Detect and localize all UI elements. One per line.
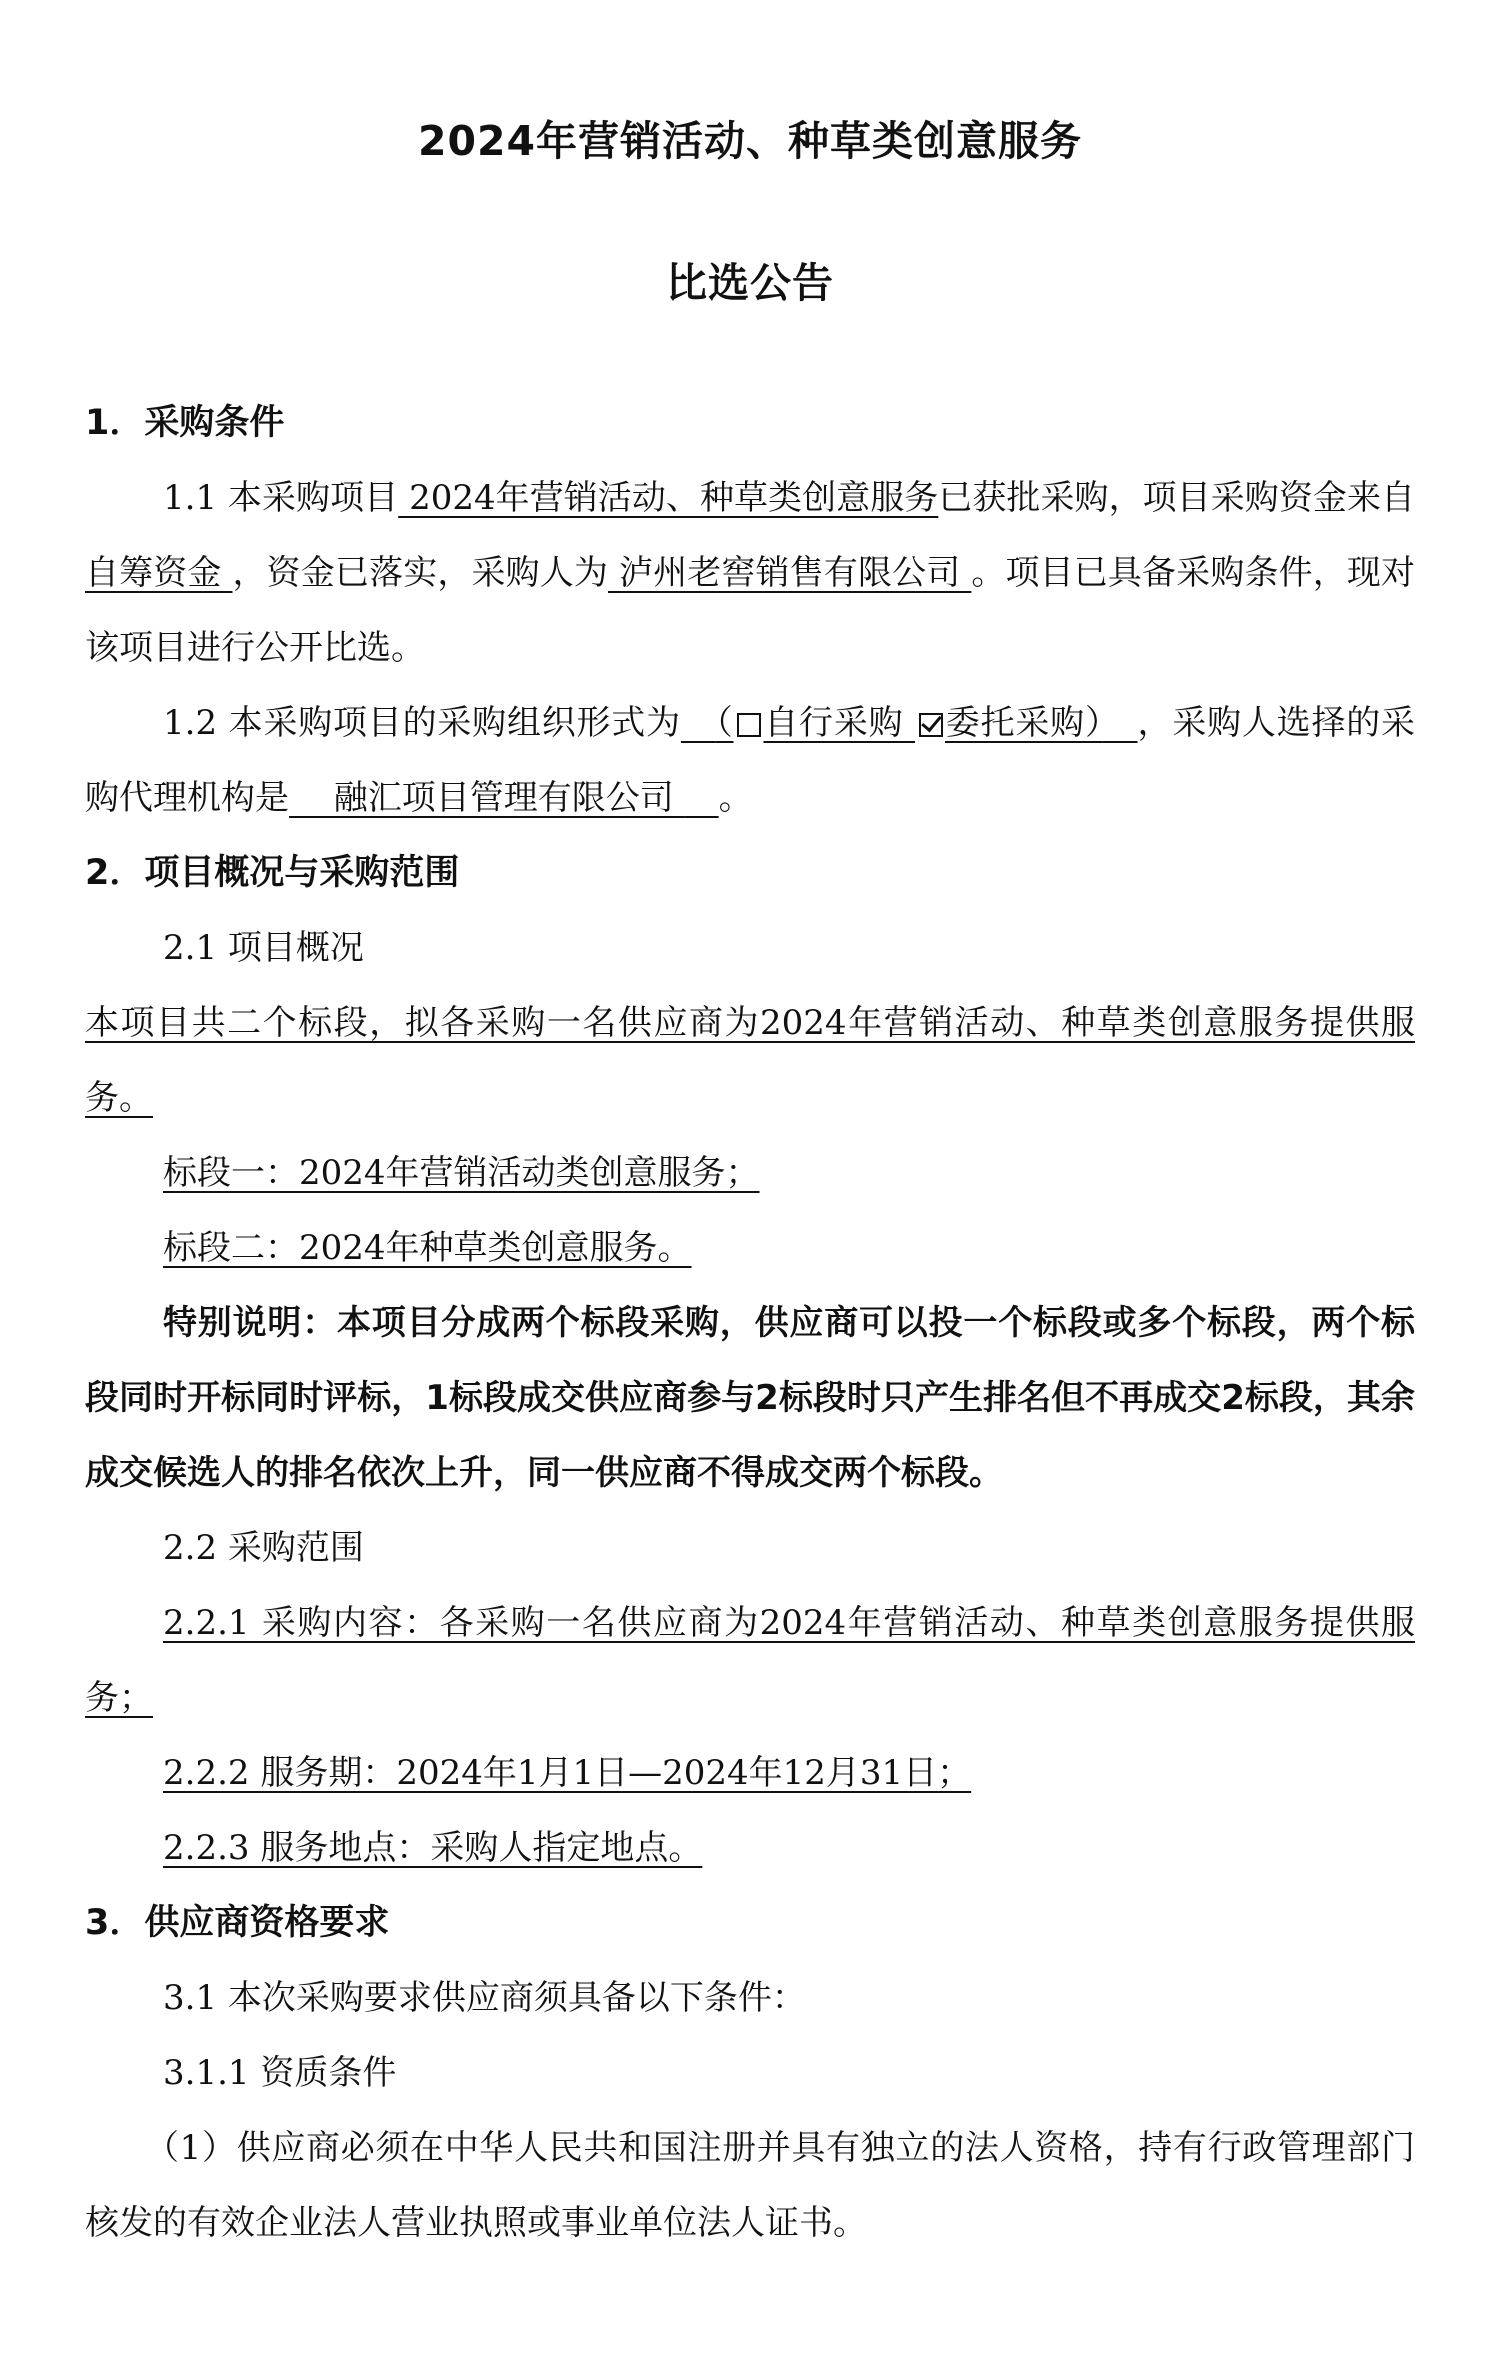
section-2-heading: 2．项目概况与采购范围 [85,853,460,893]
procurement-content: 2.2.1 采购内容：各采购一名供应商为2024年营销活动、种草类创意服务提供服务； [85,1603,1415,1718]
document-title: 2024年营销活动、种草类创意服务 [417,117,1083,165]
checked-checkbox-icon [919,713,943,737]
fund-source-field: 自筹资金 [85,553,233,593]
subsection-3-1-1: 3.1.1 资质条件 [163,2053,397,2093]
qualification-1: （1）供应商必须在中华人民共和国注册并具有独立的法人资格，持有行政管理部门核发的有效企业法人营业执照或事业单位法人证书。 [85,2128,1415,2243]
lot-2: 标段二：2024年种草类创意服务。 [163,1228,692,1268]
service-location: 2.2.3 服务地点：采购人指定地点。 [163,1828,703,1868]
project-name-field: 2024年营销活动、种草类创意服务 [398,478,939,518]
subsection-2-1: 2.1 项目概况 [163,928,364,968]
special-note: 特别说明：本项目分成两个标段采购，供应商可以投一个标段或多个标段，两个标段同时开标同时评标，1标段成交供应商参与2标段时只产生排名但不再成交2标段，其余成交候选人的排名依次上升，同一供应商不得成交两个标段。 [85,1303,1415,1493]
procurement-form-field: （ 自行采购 委托采购） [715,703,1103,743]
document-body [85,386,1415,2261]
subsection-2-2: 2.2 采购范围 [163,1528,364,1568]
project-overview: 本项目共二个标段，拟各采购一名供应商为2024年营销活动、种草类创意服务提供服务。 [85,1003,1415,1118]
section-1-heading: 1．采购条件 [85,403,285,443]
buyer-name-field: 泸州老窖销售有限公司 [608,553,972,593]
section-3-heading: 3．供应商资格要求 [85,1903,390,1943]
paragraph-1-1: 1.1 本采购项目 2024年营销活动、种草类创意服务已获批采购，项目采购资金来自 自筹资金 ，资金已落实，采购人为 泸州老窖销售有限公司 。项目已具备采购条件，现对该项目进行公开比选。 [85,478,1416,668]
unchecked-checkbox-icon [737,713,761,737]
lot-1: 标段一：2024年营销活动类创意服务； [163,1153,760,1193]
paragraph-1-2: 1.2 本采购项目的采购组织形式为 （ 自行采购 委托采购） ，采购人选择的采购代理机构是 融汇项目管理有限公司 。 [85,703,1416,818]
subsection-3-1: 3.1 本次采购要求供应商须具备以下条件： [163,1978,806,2018]
agency-name-field: 融汇项目管理有限公司 [323,778,685,818]
service-period: 2.2.2 服务期：2024年1月1日—2024年12月31日； [163,1753,972,1793]
document-subtitle: 比选公告 [666,259,834,307]
